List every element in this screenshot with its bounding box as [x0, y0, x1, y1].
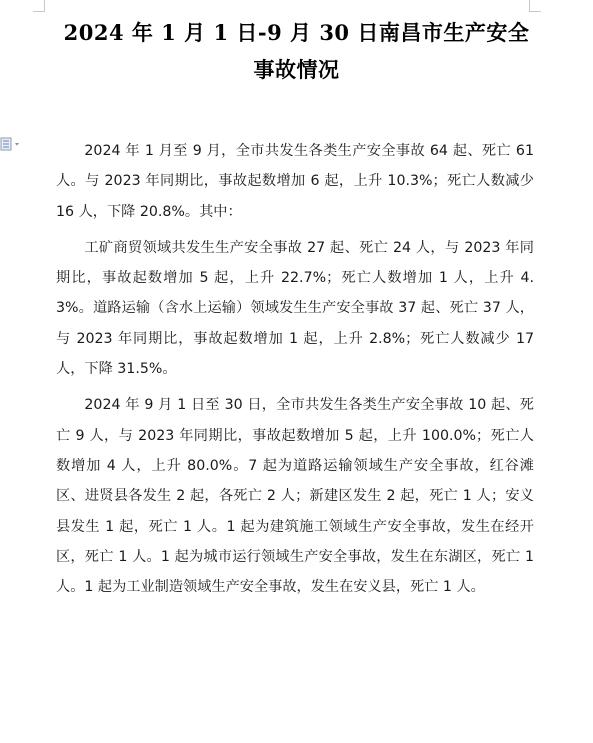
crop-mark-top-right [529, 0, 541, 12]
paragraph-layout-icon[interactable] [0, 136, 22, 150]
crop-mark-top-left [33, 0, 45, 12]
paragraph-ytd-summary: 2024 年 1 月至 9 月，全市共发生各类生产安全事故 64 起、死亡 61 人。与 2023 年同期比，事故起数增加 6 起，上升 10.3%；死亡人数减少 16 人，下降 20.8%。其中： [56, 143, 534, 220]
document-title-line-1: 2024 年 1 月 1 日-9 月 30 日南昌市生产安全 [63, 20, 530, 45]
document-title-line-2: 事故情况 [253, 57, 340, 82]
document-body [56, 136, 534, 608]
paragraph-sector-breakdown: 工矿商贸领域共发生生产安全事故 27 起、死亡 24 人，与 2023 年同期比，事故起数增加 5 起，上升 22.7%；死亡人数增加 1 人，上升 4.3%。道路运输（含水上运输）领域发生生产安全事故 37 起、死亡 37 人，与 2023 年同期比，事故起数增加 1 起，上升 2.8%；死亡人数减少 17 人，下降 31.5%。 [56, 239, 534, 378]
document-title [0, 14, 593, 88]
paragraph-september-summary: 2024 年 9 月 1 日至 30 日，全市共发生各类生产安全事故 10 起、死亡 9 人，与 2023 年同期比，事故起数增加 5 起，上升 100.0%；死亡人数增加 4 人，上升 80.0%。7 起为道路运输领域生产安全事故，红谷滩区、进贤县各发生 2 起，各死亡 2 人；新建区发生 2 起，死亡 1 人；安义县发生 1 起，死亡 1 人。1 起为建筑施工领域生产安全事故，发生在经开区，死亡 1 人。1 起为城市运行领域生产安全事故，发生在东湖区，死亡 1 人。1 起为工业制造领域生产安全事故，发生在安义县，死亡 1 人。 [56, 397, 534, 596]
